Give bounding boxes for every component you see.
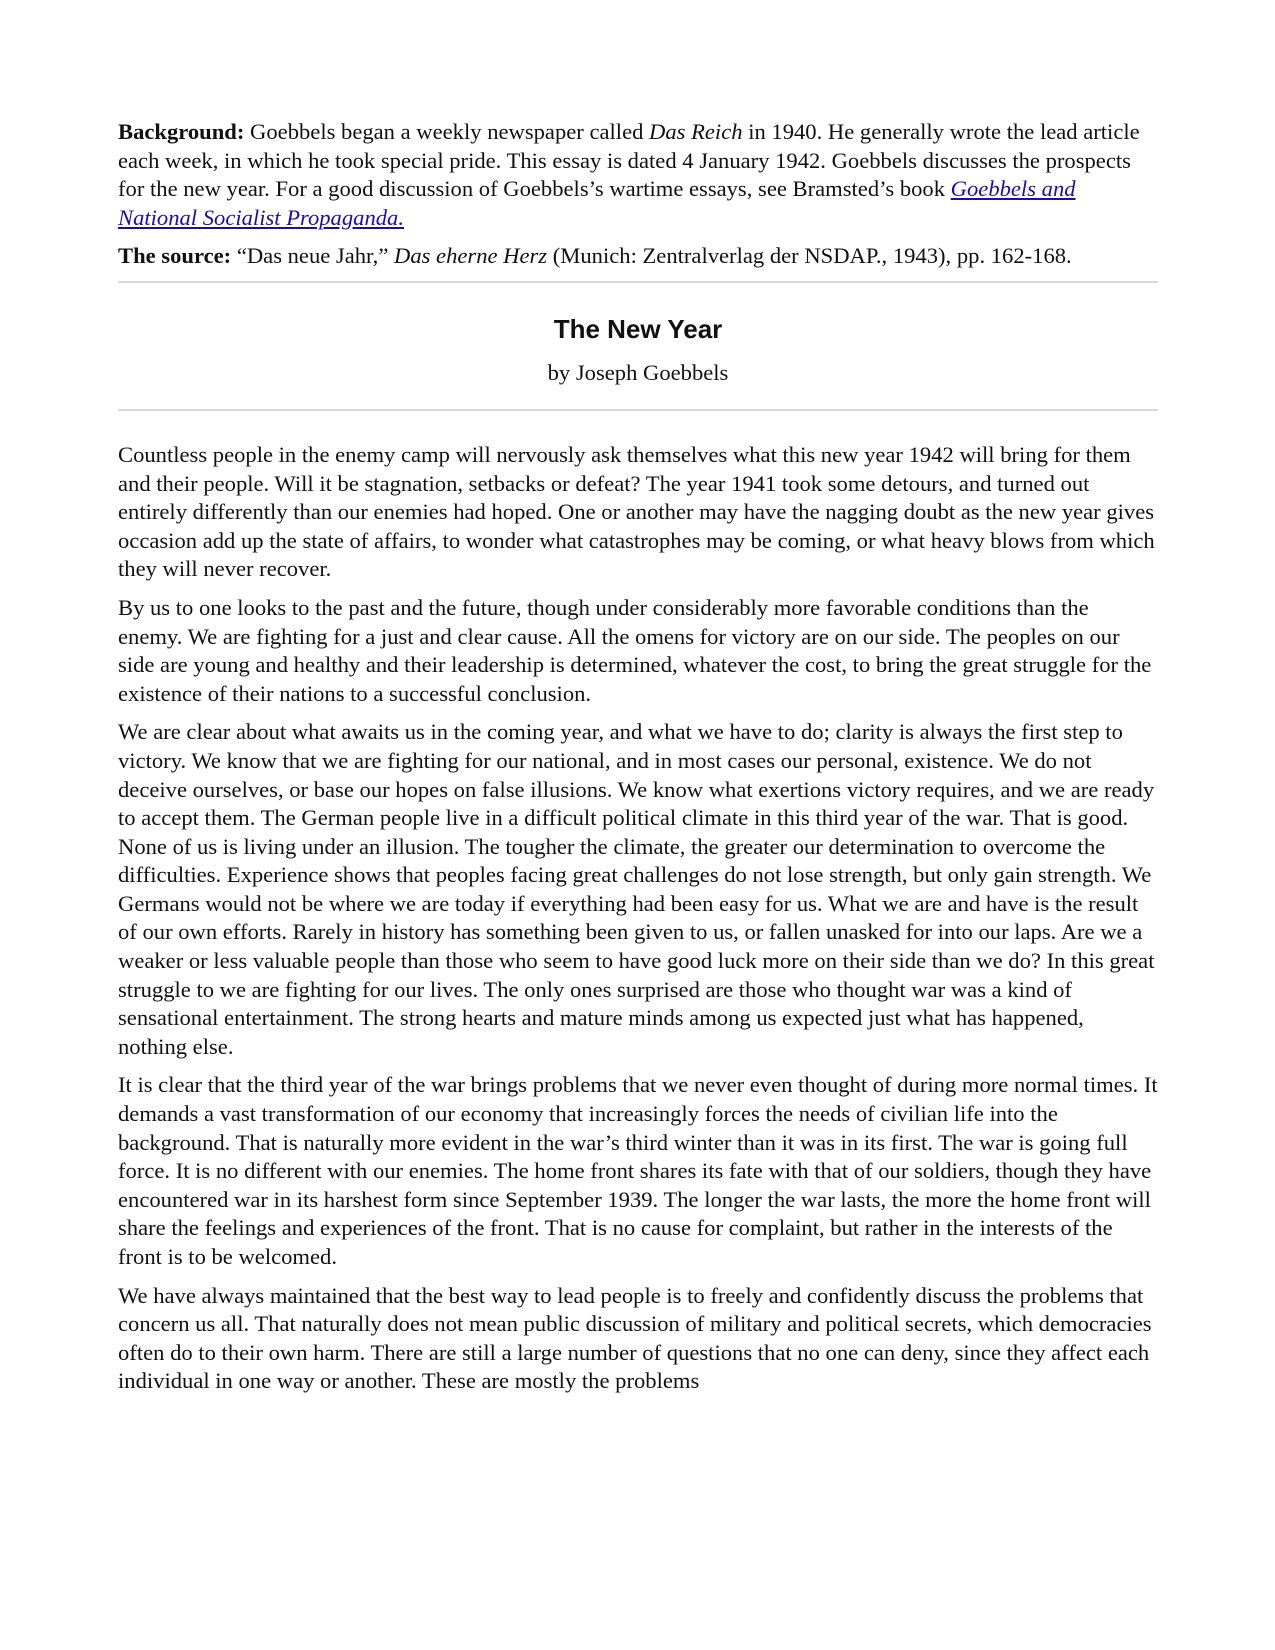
source-label: The source: (118, 243, 232, 269)
bramsted-book-link[interactable]: Goebbels and National Socialist Propaganda. (118, 176, 1076, 230)
article-paragraph-4: It is clear that the third year of the war brings problems that we never even thought of during more normal times. It demands a vast transformation of our economy that increasingly forces the needs of civilian life into the background. That is naturally more evident in the war’s third winter than it was in its first. The war is going full force. It is no different with our enemies. The home front shares its fate with that of our soldiers, though they have encountered war in its harshest form since September 1939. The longer the war lasts, the more the home front will share the feelings and experiences of the front. That is no cause for complaint, but rather in the interests of the front is to be welcomed. (118, 1072, 1158, 1269)
background-paragraph (118, 118, 1158, 232)
article-paragraph-5: We have always maintained that the best way to lead people is to freely and confidently discuss the problems that concern us all. That naturally does not mean public discussion of military and political secrets, which democracies often do to their own harm. There are still a large number of questions that no one can deny, since they affect each individual in one way or another. These are mostly the problems (118, 1282, 1152, 1394)
document-page (118, 118, 1158, 1406)
background-italic-title: Das Reich (649, 119, 743, 144)
background-text-1: Goebbels began a weekly newspaper called (244, 119, 650, 144)
article-paragraph-2: By us to one looks to the past and the future, though under considerably more favorable conditions than the enemy. We are fighting for a just and clear cause. All the omens for victory are on our side. The peoples on our side are young and healthy and their leadership is determined, whatever the cost, to bring the great struggle for the existence of their nations to a successful conclusion. (118, 594, 1152, 706)
article-body (118, 411, 1158, 1396)
article-header (118, 283, 1158, 409)
source-italic-title: Das eherne Herz (394, 243, 548, 269)
background-label: Background: (118, 119, 245, 144)
article-paragraph-3: We are clear about what awaits us in the coming year, and what we have to do; clarity is always the first step to victory. We know that we are fighting for our national, and in most cases our personal, existence. We do not deceive ourselves, or base our hopes on false illusions. We know what exertions victory requires, and we are ready to accept them. The German people live in a difficult political climate in this third year of the war. That is good. None of us is living under an illusion. The tougher the climate, the greater our determination to overcome the difficulties. Experience shows that peoples facing great challenges do not lose strength, but only gain strength. We Germans would not be where we are today if everything had been easy for us. What we are and have is the result of our own efforts. Rarely in history has something been given to us, or fallen unasked for into our laps. Are we a weaker or less valuable people than those who seem to have good luck more on their side than we do? In this great struggle to we are fighting for our lives. The only ones surprised are those who thought war was a kind of sensational entertainment. The strong hearts and mature minds among us expected just what has happened, nothing else. (118, 719, 1155, 1059)
source-text-2: (Munich: Zentralverlag der NSDAP., 1943), pp. 162-168. (547, 243, 1072, 269)
intro-section (118, 118, 1158, 271)
article-title: The New Year (553, 313, 723, 344)
article-paragraph-1: Countless people in the enemy camp will nervously ask themselves what this new year 1942 will bring for them and their people. Will it be stagnation, setbacks or defeat? The year 1941 took some detours, and turned out entirely differently than our enemies had hoped. One or another may have the nagging doubt as the new year gives occasion add up the state of affairs, to wonder what catastrophes may be coming, or what heavy blows from which they will never recover. (118, 441, 1155, 582)
source-paragraph (118, 242, 1158, 271)
source-text-1: “Das neue Jahr,” (231, 243, 394, 269)
background-text-2: in 1940. He generally wrote the lead article each week, in which he took special pride. This essay is dated 4 January 1942. Goebbels discusses the prospects for the new year. For a good discussion of Goebbels’s wartime essays, see Bramsted’s book (118, 119, 1140, 202)
article-byline: by Joseph Goebbels (547, 359, 729, 385)
